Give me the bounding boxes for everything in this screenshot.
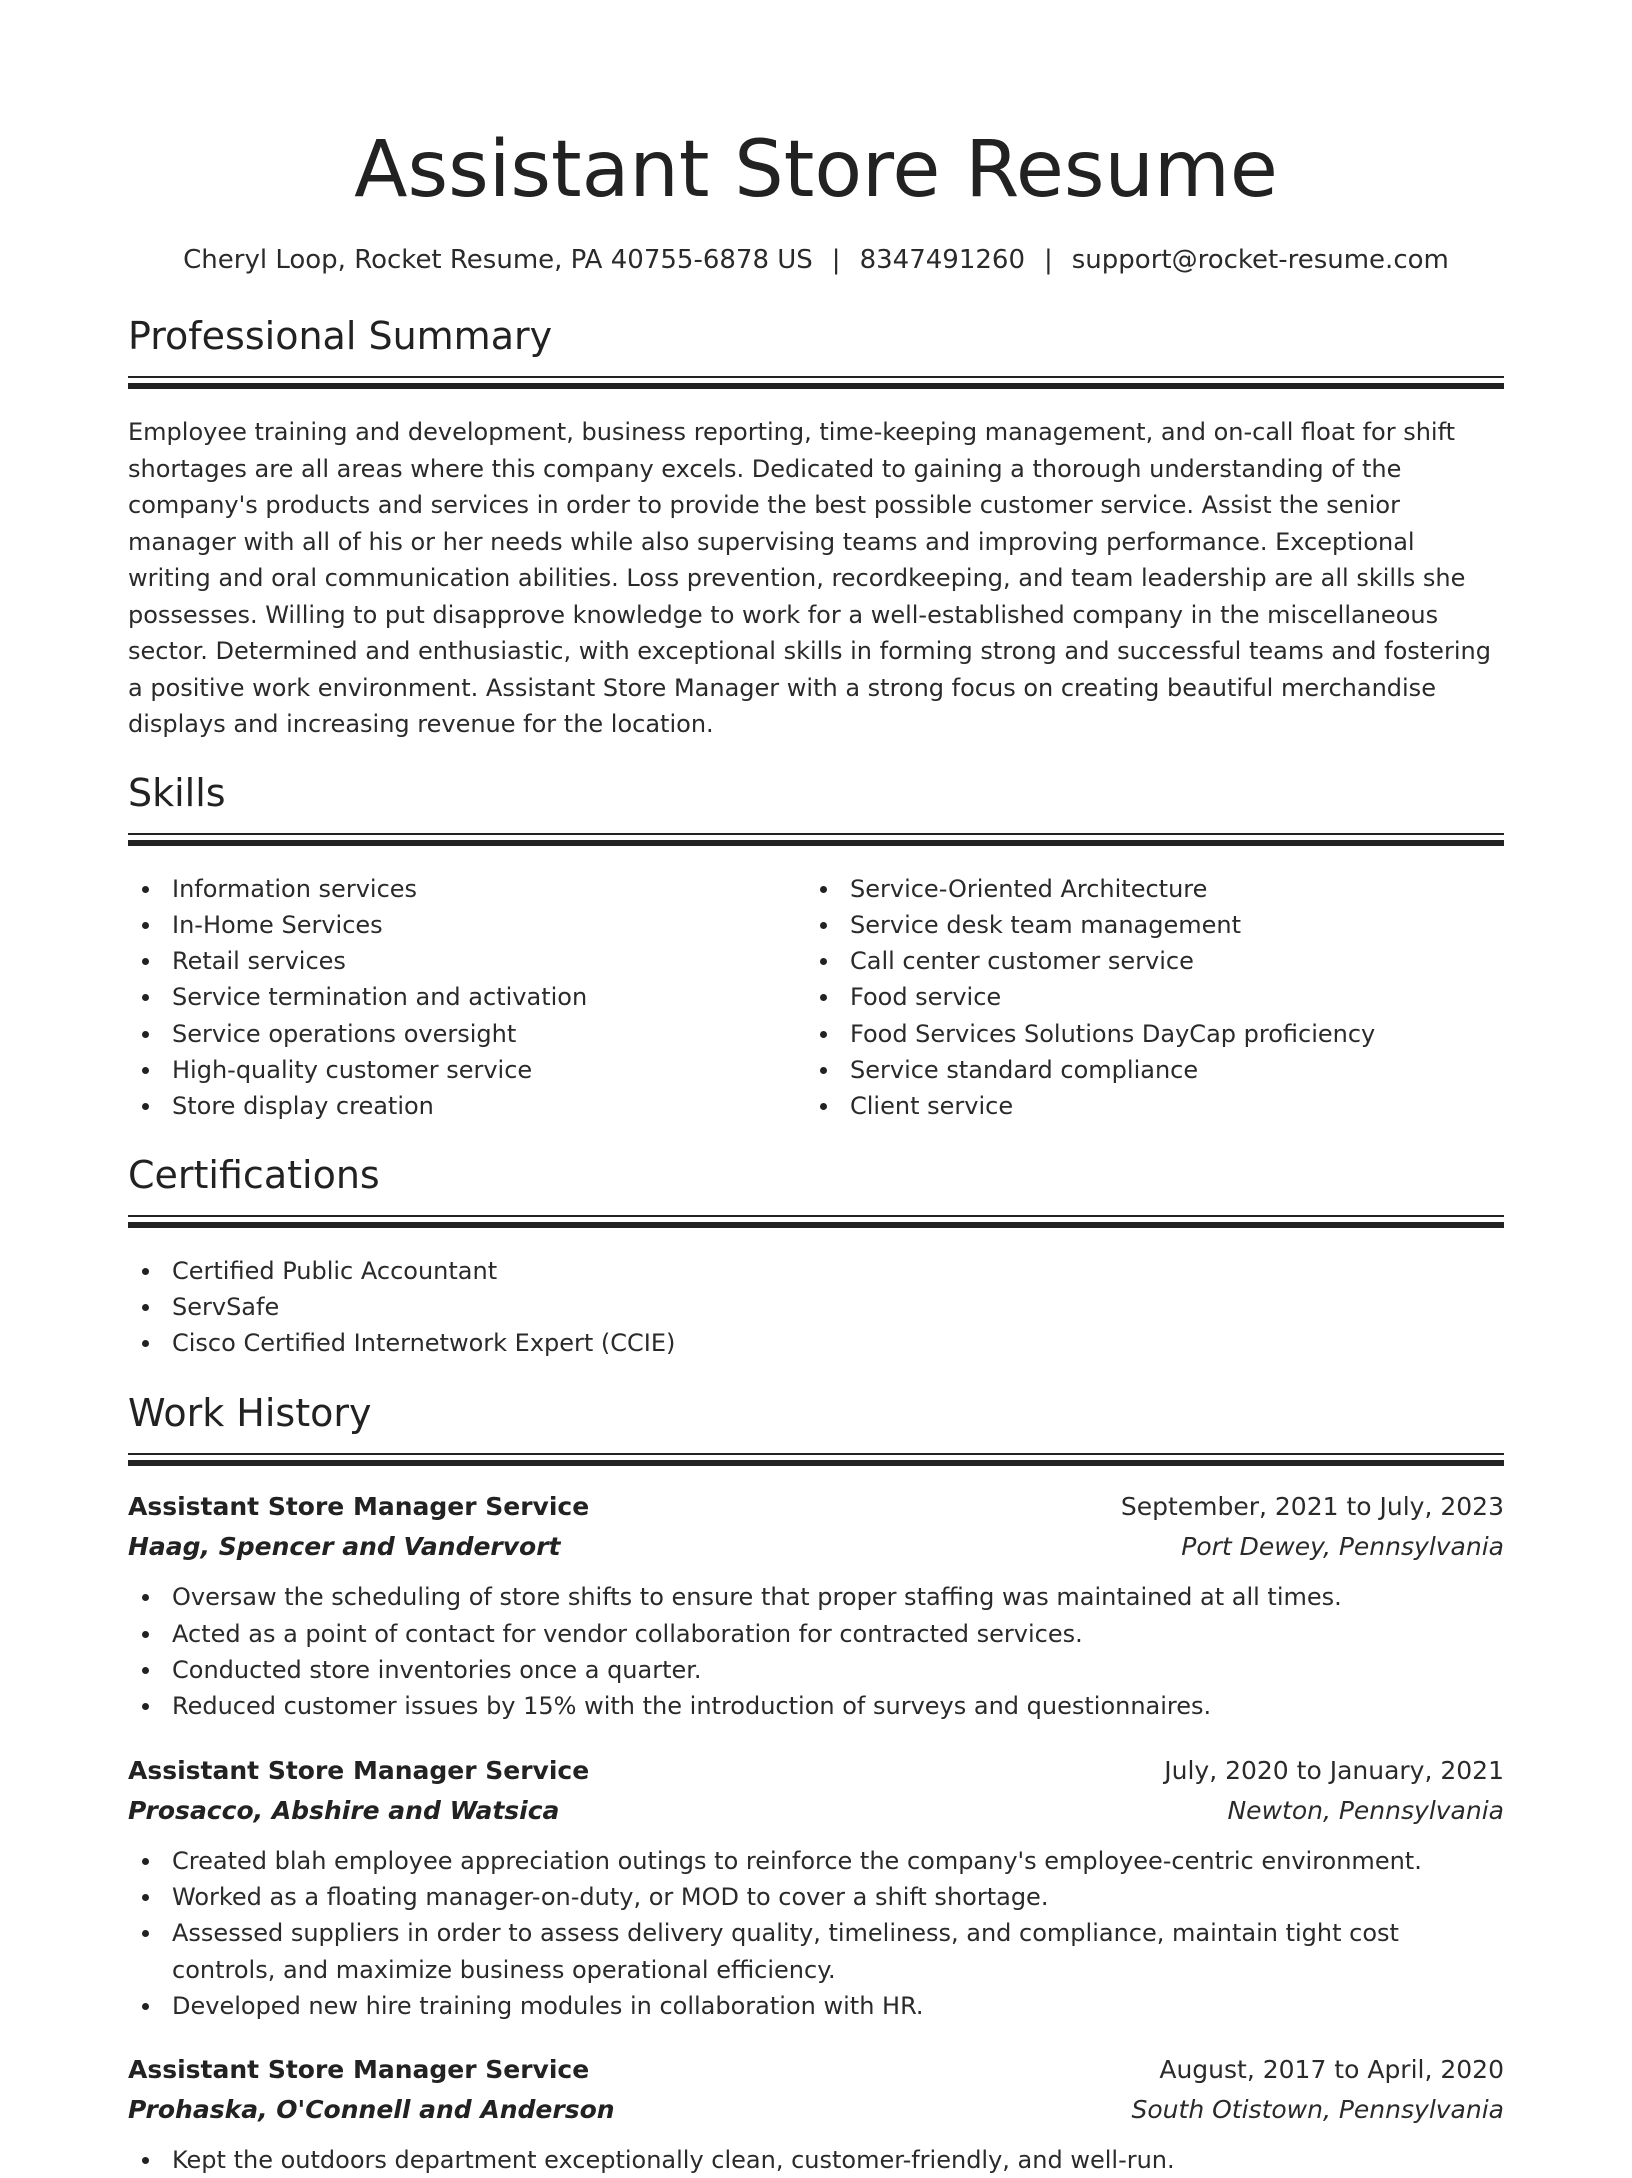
- job-duty-item: Assessed suppliers in order to assess delivery quality, timeliness, and compliance, maintain tight cost controls, and maximize business operational efficiency.: [128, 1915, 1504, 1988]
- job-duty-item: Kept the outdoors department exceptionally clean, customer-friendly, and well-run.: [128, 2142, 1504, 2178]
- section-divider: [128, 376, 1504, 378]
- certifications-section: [128, 1149, 1504, 1362]
- contact-address: Cheryl Loop, Rocket Resume, PA 40755-6878 US: [183, 245, 813, 275]
- summary-section: [128, 310, 1504, 743]
- contact-line: [128, 242, 1504, 278]
- skills-list-right: [806, 871, 1484, 1125]
- skill-item: Service termination and activation: [128, 979, 806, 1015]
- skill-item: Service-Oriented Architecture: [806, 871, 1484, 907]
- job-dates: July, 2020 to January, 2021: [1164, 1755, 1504, 1785]
- job-company: Prohaska, O'Connell and Anderson: [128, 2095, 615, 2125]
- job-location: Port Dewey, Pennsylvania: [1181, 1532, 1504, 1562]
- skill-item: Client service: [806, 1088, 1484, 1124]
- job-duty-item: Created blah employee appreciation outings to reinforce the company's employee-centric environment.: [128, 1843, 1504, 1879]
- summary-text: Employee training and development, business reporting, time-keeping management, and on-call float for shift shortages are all areas where this company excels. Dedicated to gaining a thorough understanding of the company's products and services in order to provide the best possible customer service. Assist the senior manager with all of his or her needs while also supervising teams and improving performance. Exceptional writing and oral communication abilities. Loss prevention, recordkeeping, and team leadership are all skills she possesses. Willing to put disapprove knowledge to work for a well-established company in the miscellaneous sector. Determined and enthusiastic, with exceptional skills in forming strong and successful teams and fostering a positive work environment. Assistant Store Manager with a strong focus on creating beautiful merchandise displays and increasing revenue for the location.: [128, 418, 1491, 738]
- certification-item: ServSafe: [128, 1289, 1504, 1325]
- skill-item: Store display creation: [128, 1088, 806, 1124]
- skill-item: In-Home Services: [128, 907, 806, 943]
- certification-item: Certified Public Accountant: [128, 1253, 1504, 1289]
- skill-item: Food Services Solutions DayCap proficiency: [806, 1016, 1484, 1052]
- section-title-work-history: Work History: [128, 1391, 372, 1436]
- job-dates: August, 2017 to April, 2020: [1159, 2055, 1504, 2085]
- work-history-section: [128, 1387, 1504, 2178]
- job-duties-list: [128, 1579, 1504, 1724]
- contact-separator: |: [831, 245, 841, 275]
- job-company: Haag, Spencer and Vandervort: [128, 1532, 561, 1562]
- job-title: Assistant Store Manager Service: [128, 1492, 590, 1522]
- section-title-certifications: Certifications: [128, 1152, 380, 1197]
- contact-email: support@rocket-resume.com: [1071, 245, 1449, 275]
- resume-title: Assistant Store Resume: [354, 125, 1278, 215]
- section-title-summary: Professional Summary: [128, 314, 553, 358]
- section-title-skills: Skills: [128, 770, 226, 815]
- skill-item: Service standard compliance: [806, 1052, 1484, 1088]
- contact-phone: 8347491260: [859, 245, 1025, 275]
- skills-section: [128, 767, 1504, 1125]
- job-duty-item: Worked as a floating manager-on-duty, or MOD to cover a shift shortage.: [128, 1879, 1504, 1915]
- job-location: South Otistown, Pennsylvania: [1131, 2095, 1504, 2125]
- skill-item: Service operations oversight: [128, 1016, 806, 1052]
- section-divider: [128, 1215, 1504, 1217]
- job-duty-item: Conducted store inventories once a quarter.: [128, 1652, 1504, 1688]
- job-title: Assistant Store Manager Service: [128, 1755, 590, 1785]
- job-entry: [128, 2050, 1504, 2178]
- skill-item: High-quality customer service: [128, 1052, 806, 1088]
- job-duty-item: Developed new hire training modules in collaboration with HR.: [128, 1988, 1504, 2024]
- job-duty-item: Reduced customer issues by 15% with the introduction of surveys and questionnaires.: [128, 1688, 1504, 1724]
- skills-list-left: [128, 871, 806, 1125]
- skill-item: Service desk team management: [806, 907, 1484, 943]
- skill-item: Retail services: [128, 943, 806, 979]
- skills-grid: [128, 871, 1504, 1125]
- job-duties-list: [128, 2142, 1504, 2178]
- job-entry: [128, 1487, 1504, 1724]
- job-duty-item: Acted as a point of contact for vendor collaboration for contracted services.: [128, 1616, 1504, 1652]
- section-divider: [128, 1453, 1504, 1455]
- skill-item: Call center customer service: [806, 943, 1484, 979]
- job-dates: September, 2021 to July, 2023: [1120, 1492, 1504, 1522]
- certification-item: Cisco Certified Internetwork Expert (CCIE): [128, 1325, 1504, 1361]
- job-duties-list: [128, 1843, 1504, 2024]
- skill-item: Information services: [128, 871, 806, 907]
- job-company: Prosacco, Abshire and Watsica: [128, 1795, 560, 1825]
- resume-page: [128, 0, 1504, 2178]
- job-location: Newton, Pennsylvania: [1227, 1795, 1504, 1825]
- contact-separator: |: [1043, 245, 1053, 275]
- job-entry: [128, 1751, 1504, 2024]
- section-divider: [128, 833, 1504, 835]
- skill-item: Food service: [806, 979, 1484, 1015]
- job-title: Assistant Store Manager Service: [128, 2055, 590, 2085]
- job-duty-item: Oversaw the scheduling of store shifts to ensure that proper staffing was maintained at all times.: [128, 1579, 1504, 1615]
- certifications-list: [128, 1253, 1504, 1362]
